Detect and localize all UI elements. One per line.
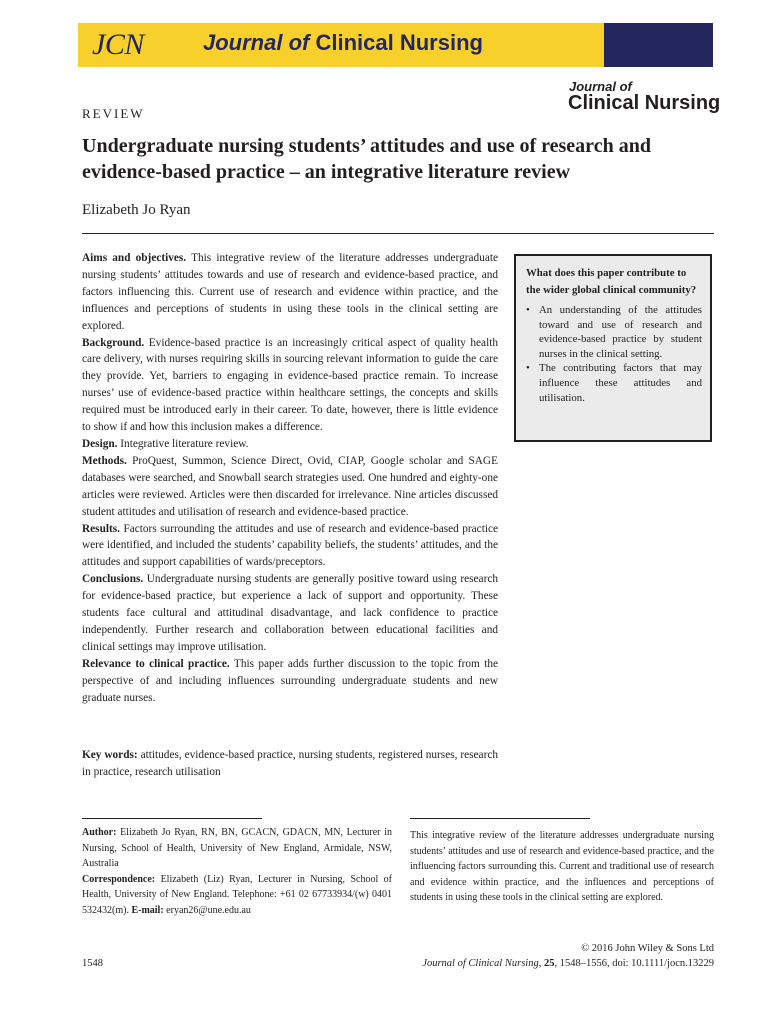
abstract-background xyxy=(82,335,498,436)
correspondence-label: Correspondence: xyxy=(82,873,156,885)
abstract-text: This paper adds further discussion to the topic from the perspective of and including influences surrounding undergraduate students and new graduate nurses. xyxy=(82,657,499,704)
divider xyxy=(82,233,714,234)
keywords-label: Key words: xyxy=(82,749,138,761)
journal-logo-main: Clinical Nursing xyxy=(568,92,721,114)
citation-rest: , 1548–1556, doi: 10.1111/jocn.13229 xyxy=(554,958,714,969)
author-details xyxy=(82,825,392,872)
abstract-label: Background. xyxy=(82,336,145,349)
summary-divider xyxy=(410,818,590,819)
abstract-label: Relevance to clinical practice. xyxy=(82,657,230,670)
journal-title-italic: Journal of xyxy=(203,30,310,55)
correspondence-text: Elizabeth (Liz) Ryan, Lecturer in Nursing, School of Health, University of New England. Telephone: +61 02 67733934/(w) 0401 532432(m). xyxy=(82,873,392,916)
correspondence xyxy=(82,872,392,919)
citation-volume: 25 xyxy=(543,958,555,969)
journal-logo-top: Journal of xyxy=(569,79,632,94)
article-title: Undergraduate nursing students’ attitudes and use of research and evidence-based practice – an integrative literature review xyxy=(82,135,651,183)
abstract-text: Evidence-based practice is an increasingly critical aspect of quality health care delivery, with nurses requiring skills in sourcing relevant information to guide the care they provide. Yet, barriers to engaging in evidence-based practice remain. To increase nurses’ use of evidence-based practice within healthcare settings, the concepts and skills required must be introduced early in their career. To date, however, there is little evidence to show if and how this inclusion makes a difference. xyxy=(82,336,498,434)
email-label: E-mail: xyxy=(131,904,164,916)
keywords-text: attitudes, evidence-based practice, nursing students, registered nurses, research in practice, research utilisation xyxy=(82,749,498,778)
citation-journal: Journal of Clinical Nursing xyxy=(422,958,539,969)
abstract-relevance xyxy=(82,656,498,707)
footnote-divider xyxy=(82,818,262,819)
abstract-label: Design. xyxy=(82,437,118,450)
author-details-text: Elizabeth Jo Ryan, RN, BN, GCACN, GDACN, MN, Lecturer in Nursing, School of Health, University of New England, Armidale, NSW, Australia xyxy=(82,827,392,869)
contribution-list xyxy=(526,303,702,405)
journal-title-banner xyxy=(203,30,483,56)
email-link[interactable]: eryan26@une.edu.au xyxy=(166,904,251,916)
copyright: © 2016 John Wiley & Sons Ltd xyxy=(581,943,714,954)
abstract-label: Conclusions. xyxy=(82,573,144,586)
abstract-text: ProQuest, Summon, Science Direct, Ovid, CIAP, Google scholar and SAGE databases were searched, and Snowball search strategies used. One hundred and eighty-one articles were reviewed. Articles were then discarded for irrelevance. Nine articles discussed student attitudes and utilisation of research and evidence-based practice. xyxy=(82,454,498,518)
abstract xyxy=(82,250,498,706)
section-label: REVIEW xyxy=(82,106,145,121)
abstract-text: This integrative review of the literature addresses undergraduate nursing students’ attitudes towards and use of research and evidence-based practice, and factors influencing this. Current use of research and evidence within practice, and the influences and perceptions of students in using these tools in the clinical setting are explored. xyxy=(82,252,498,332)
article-author: Elizabeth Jo Ryan xyxy=(82,202,191,218)
keywords xyxy=(82,747,498,781)
abstract-design xyxy=(82,436,498,453)
page-number: 1548 xyxy=(82,958,103,969)
abstract-conclusions xyxy=(82,571,498,656)
summary-text: This integrative review of the literature addresses undergraduate nursing students’ attitudes and use of research and evidence-based practice, and the influencing factors surrounding this. Current and traditional use of research and evidence within practice, and the influences and perceptions of students in using these tools in the clinical setting are explored. xyxy=(410,830,714,903)
author-label: Author: xyxy=(82,827,117,838)
contribution-item: • An understanding of the attitudes toward and use of research and evidence-based practice by student nurses in the clinical setting. xyxy=(526,303,702,361)
abstract-results xyxy=(82,521,498,572)
abstract-text: Integrative literature review. xyxy=(120,437,249,450)
contribution-box xyxy=(514,254,712,442)
citation: Journal of Clinical Nursing, 25, 1548–1556, doi: 10.1111/jocn.13229 xyxy=(422,958,714,969)
abstract-label: Aims and objectives. xyxy=(82,252,187,264)
abstract-text: Factors surrounding the attitudes and use of research and evidence-based practice were identified, and included the students’ capability beliefs, the students’ attitudes, and the attitudes and support capabilities of wards/preceptors. xyxy=(82,522,499,569)
contribution-item: • The contributing factors that may influence these attitudes and utilisation. xyxy=(526,361,702,405)
abstract-label: Results. xyxy=(82,522,120,535)
abstract-aims xyxy=(82,250,498,335)
author-info xyxy=(82,825,392,918)
abstract-text: Undergraduate nursing students are generally positive toward using research for evidence-based practice, but experience a lack of support and opportunity. These students face cultural and attitudinal disadvantage, and lack confidence to practice independently. Further research and collaboration between educational facilities and clinical settings may improve utilisation. xyxy=(82,573,498,653)
contribution-heading: What does this paper contribute to the wider global clinical community? xyxy=(526,267,697,296)
abstract-methods xyxy=(82,453,498,521)
journal-abbrev: JCN xyxy=(92,28,144,61)
journal-title-rest: Clinical Nursing xyxy=(315,30,483,55)
abstract-label: Methods. xyxy=(82,454,127,467)
